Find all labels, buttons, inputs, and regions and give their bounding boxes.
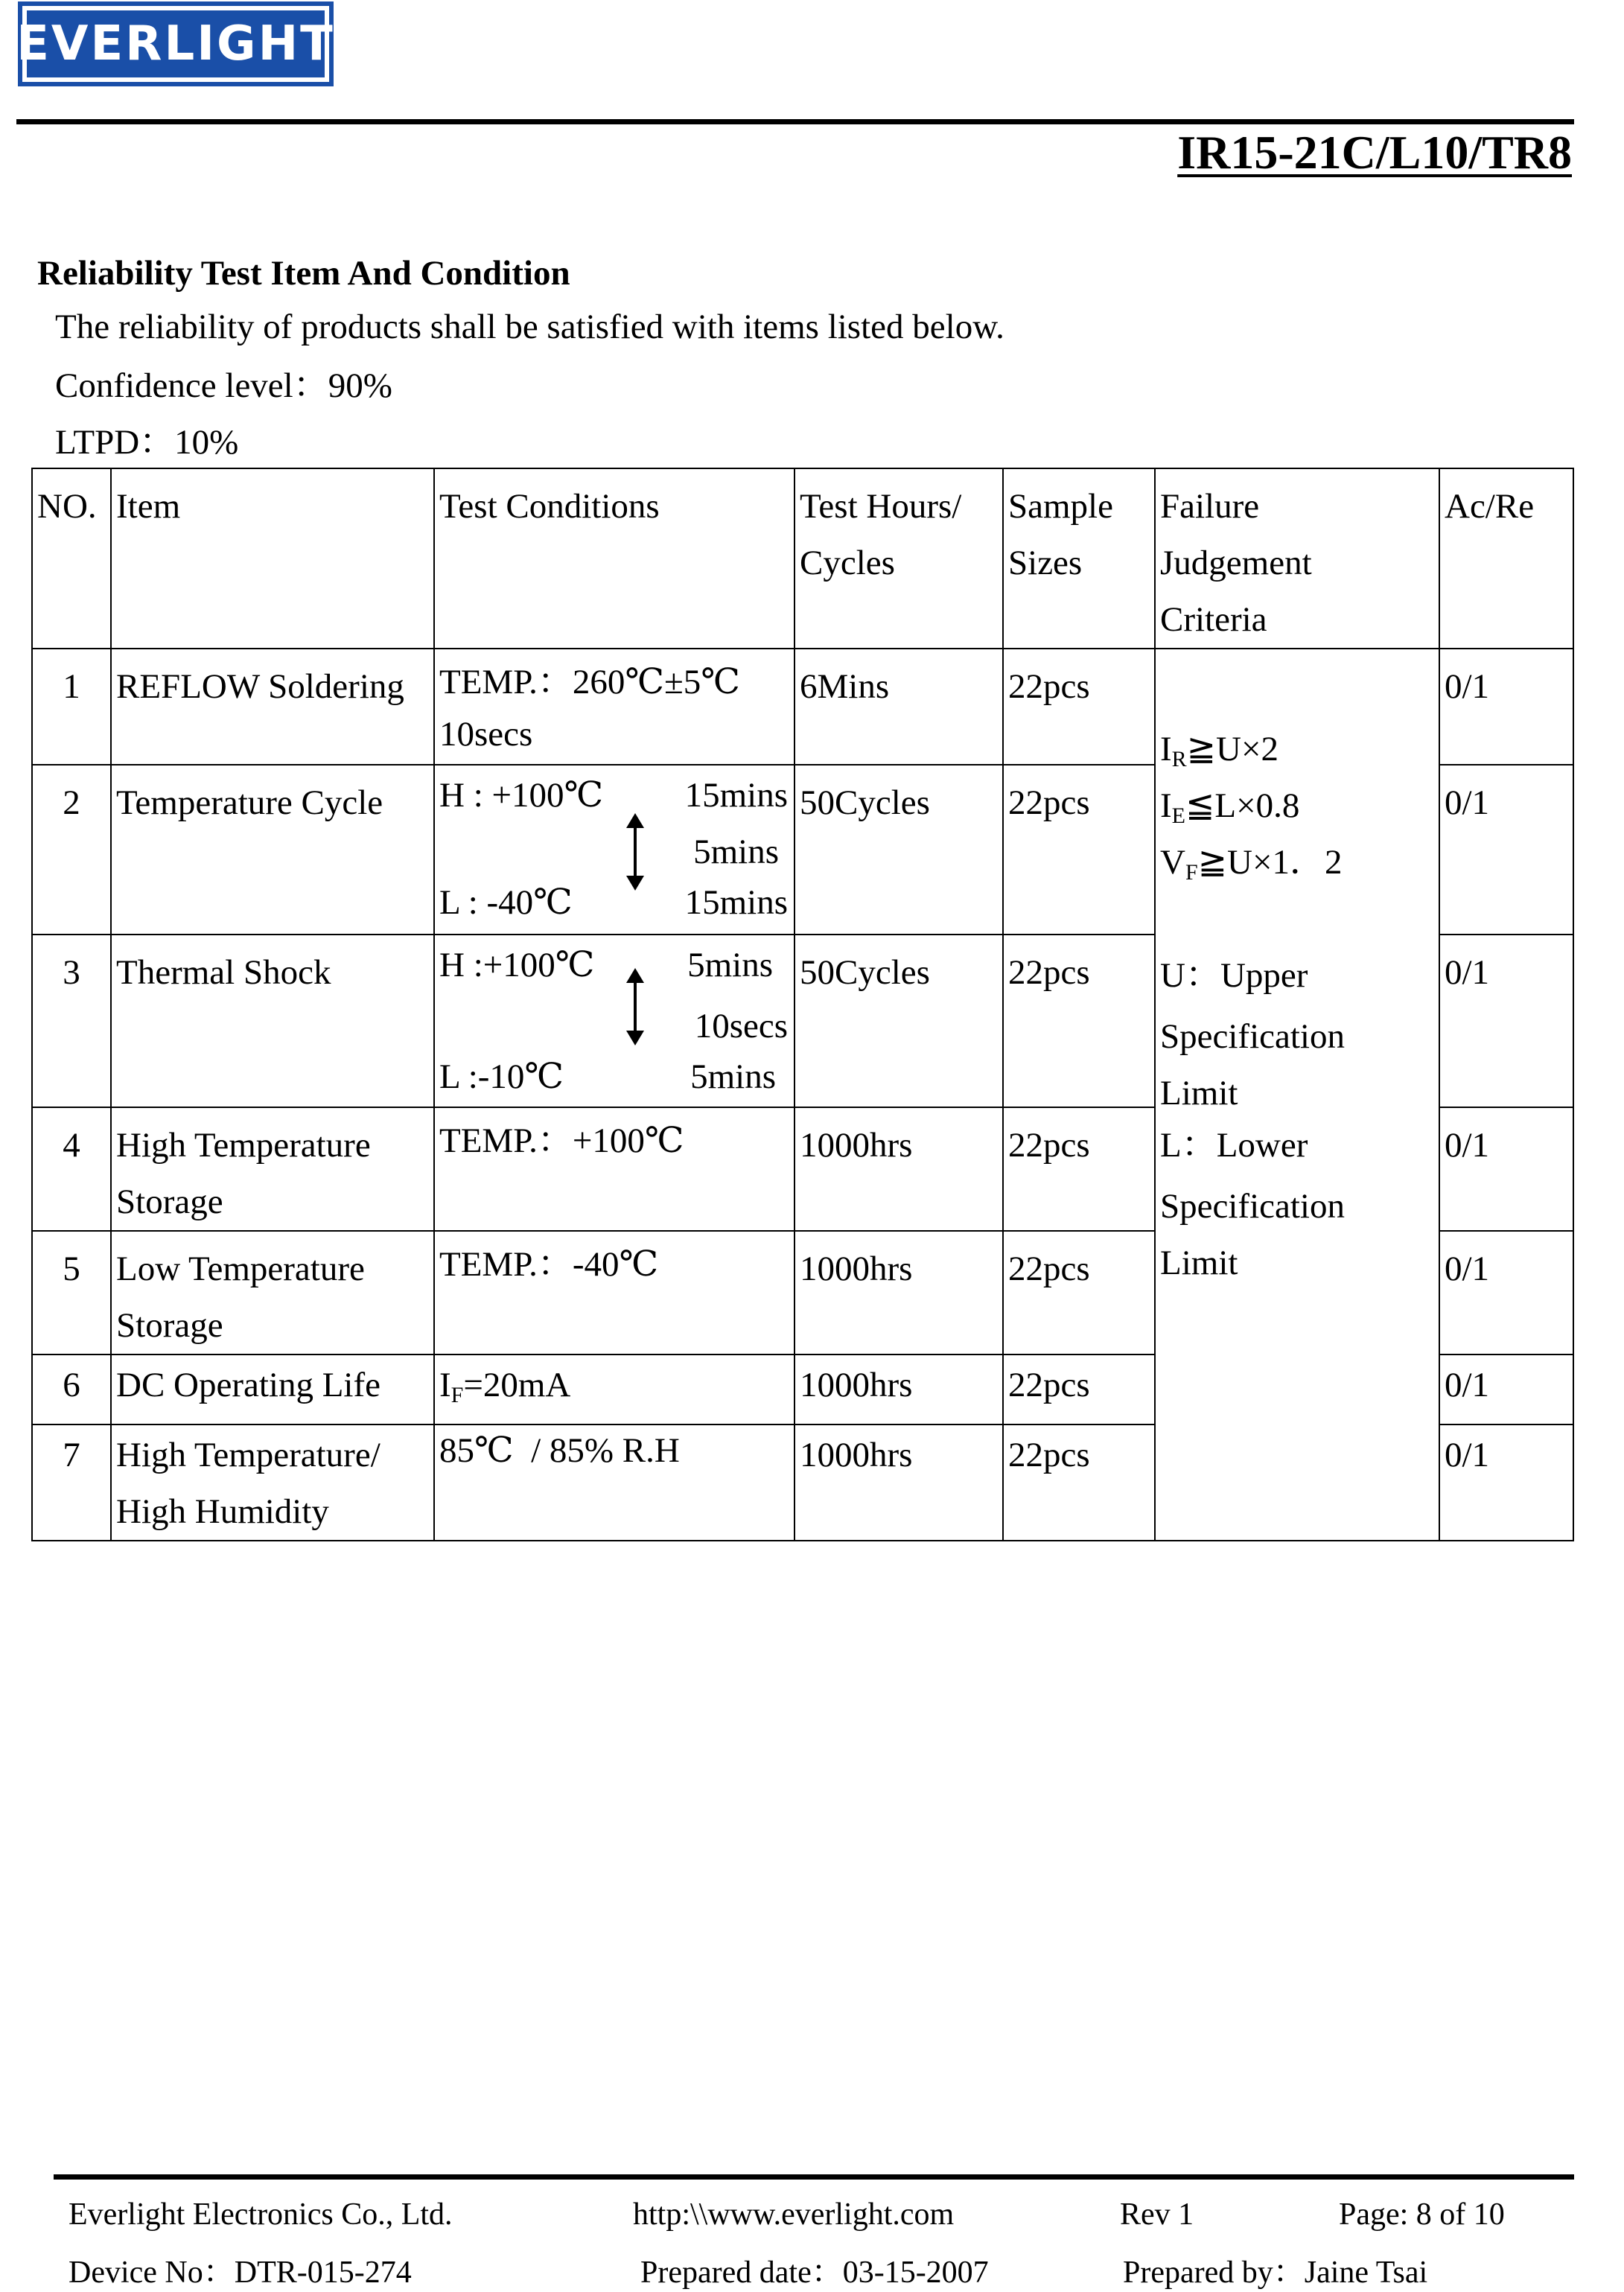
header-hours [795,468,1003,649]
criteria-upper-label: U：Upper [1160,956,1308,995]
criteria-lower-spec: Specification [1160,1187,1345,1226]
row-item-line: High Temperature/ [116,1436,380,1474]
row-item [111,1107,434,1231]
condition-time-2: 10secs [694,1007,788,1045]
footer-prepared-by: Prepared by：Jaine Tsai [1123,2256,1428,2290]
header-item: Item [111,468,434,649]
header-sample-line2: Sizes [1008,544,1083,582]
row-hours: 1000hrs [795,1231,1003,1354]
row-sample: 22pcs [1003,1107,1155,1231]
criteria-ir: $I_R≧U\times 2$ [1160,730,1279,771]
row-conditions [434,935,795,1107]
row-no: 6 [32,1354,111,1424]
row-hours: 1000hrs [795,1424,1003,1541]
header-hours-line1: Test Hours/ [800,487,962,526]
row-hours: 50Cycles [795,765,1003,935]
header-failure-line1: Failure [1160,487,1260,526]
row-hours: 1000hrs [795,1354,1003,1424]
condition-line: 10secs [439,715,533,754]
header-failure-line3: Criteria [1160,600,1267,639]
footer-url[interactable]: http:\\www.everlight.com [633,2197,955,2232]
row-item-line: Storage [116,1182,223,1221]
header-conditions: Test Conditions [434,468,795,649]
condition-time-2: 5mins [693,833,779,871]
confidence-level: Confidence level：90% [55,366,392,405]
condition-current-symbol: I [439,1366,451,1404]
criteria-ie: $I_E≦L\times 0.8$ [1160,786,1300,828]
criteria-vf: $V_F≧U\times 1$．2 [1160,843,1343,885]
header-no: NO. [32,468,111,649]
row-item [111,1231,434,1354]
condition-low: L : -40℃ [439,883,573,922]
row-no: 2 [32,765,111,935]
row-no: 5 [32,1231,111,1354]
part-number: IR15-21C/L10/TR8 [1177,126,1572,179]
condition-current-subscript: F [450,1383,464,1407]
condition-high: H :+100℃ [439,946,595,984]
logo-text: EVERLIGHT [16,16,335,71]
header-hours-line2: Cycles [800,544,895,582]
row-no: 1 [32,649,111,765]
header-acre: Ac/Re [1439,468,1573,649]
row-conditions: TEMP.：+100℃ [434,1107,795,1231]
row-acre: 0/1 [1439,935,1573,1107]
criteria-upper-spec: Specification [1160,1017,1345,1056]
row-acre: 0/1 [1439,649,1573,765]
footer-page: Page: 8 of 10 [1339,2197,1505,2232]
footer-company: Everlight Electronics Co., Ltd. [69,2197,453,2232]
row-sample: 22pcs [1003,1424,1155,1541]
table-header-row [32,468,1573,649]
section-title: Reliability Test Item And Condition [37,254,570,293]
reliability-table [31,468,1574,1541]
row-sample: 22pcs [1003,765,1155,935]
condition-current-value: =20mA [463,1366,571,1404]
header-failure-line2: Judgement [1160,544,1312,582]
row-hours: 6Mins [795,649,1003,765]
row-acre: 0/1 [1439,1424,1573,1541]
condition-time-1: 15mins [684,776,788,815]
everlight-logo [18,1,334,86]
row-sample: 22pcs [1003,1231,1155,1354]
row-item-line: Low Temperature [116,1250,365,1288]
row-no: 3 [32,935,111,1107]
header-failure [1155,468,1439,649]
header-sample-line1: Sample [1008,487,1113,526]
row-item-line: Storage [116,1306,223,1345]
footer-device-no: Device No：DTR-015-274 [69,2256,412,2290]
row-no: 7 [32,1424,111,1541]
row-sample: 22pcs [1003,1354,1155,1424]
row-acre: 0/1 [1439,1354,1573,1424]
row-item-line: High Humidity [116,1492,329,1531]
row-sample: 22pcs [1003,649,1155,765]
row-item: DC Operating Life [111,1354,434,1424]
row-acre: 0/1 [1439,765,1573,935]
row-conditions [434,1354,795,1424]
condition-low: L :-10℃ [439,1057,564,1096]
row-hours: 1000hrs [795,1107,1003,1231]
row-conditions: TEMP.：-40℃ [434,1231,795,1354]
intro-text: The reliability of products shall be satisfied with items listed below. [55,308,1004,346]
row-conditions: 85℃ / 85% R.H [434,1424,795,1541]
row-item: Temperature Cycle [111,765,434,935]
row-item: REFLOW Soldering [111,649,434,765]
footer-prepared-date: Prepared date：03-15-2007 [640,2256,989,2290]
criteria-upper-limit: Limit [1160,1074,1238,1112]
row-sample: 22pcs [1003,935,1155,1107]
logo-background [16,10,335,77]
row-acre: 0/1 [1439,1231,1573,1354]
condition-time-1: 5mins [687,946,773,984]
row-item-line: High Temperature [116,1126,371,1165]
failure-criteria-cell [1155,649,1439,1541]
row-acre: 0/1 [1439,1107,1573,1231]
footer-rule [54,2174,1574,2180]
condition-time-3: 5mins [690,1057,776,1096]
condition-high: H : +100℃ [439,776,604,815]
table-row [32,649,1573,765]
row-item [111,1424,434,1541]
ltpd: LTPD：10% [55,423,239,462]
row-no: 4 [32,1107,111,1231]
criteria-lower-label: L：Lower [1160,1126,1308,1165]
criteria-lower-limit: Limit [1160,1244,1238,1282]
row-hours: 50Cycles [795,935,1003,1107]
row-conditions [434,765,795,935]
row-item: Thermal Shock [111,935,434,1107]
row-conditions [434,649,795,765]
cycle-arrow-icon [624,813,646,891]
header-rule [16,119,1574,124]
header-sample [1003,468,1155,649]
condition-time-3: 15mins [684,883,788,922]
condition-line: TEMP.：260℃±5℃ [439,663,740,701]
footer-rev: Rev 1 [1120,2197,1194,2232]
shock-arrow-icon [624,968,646,1045]
